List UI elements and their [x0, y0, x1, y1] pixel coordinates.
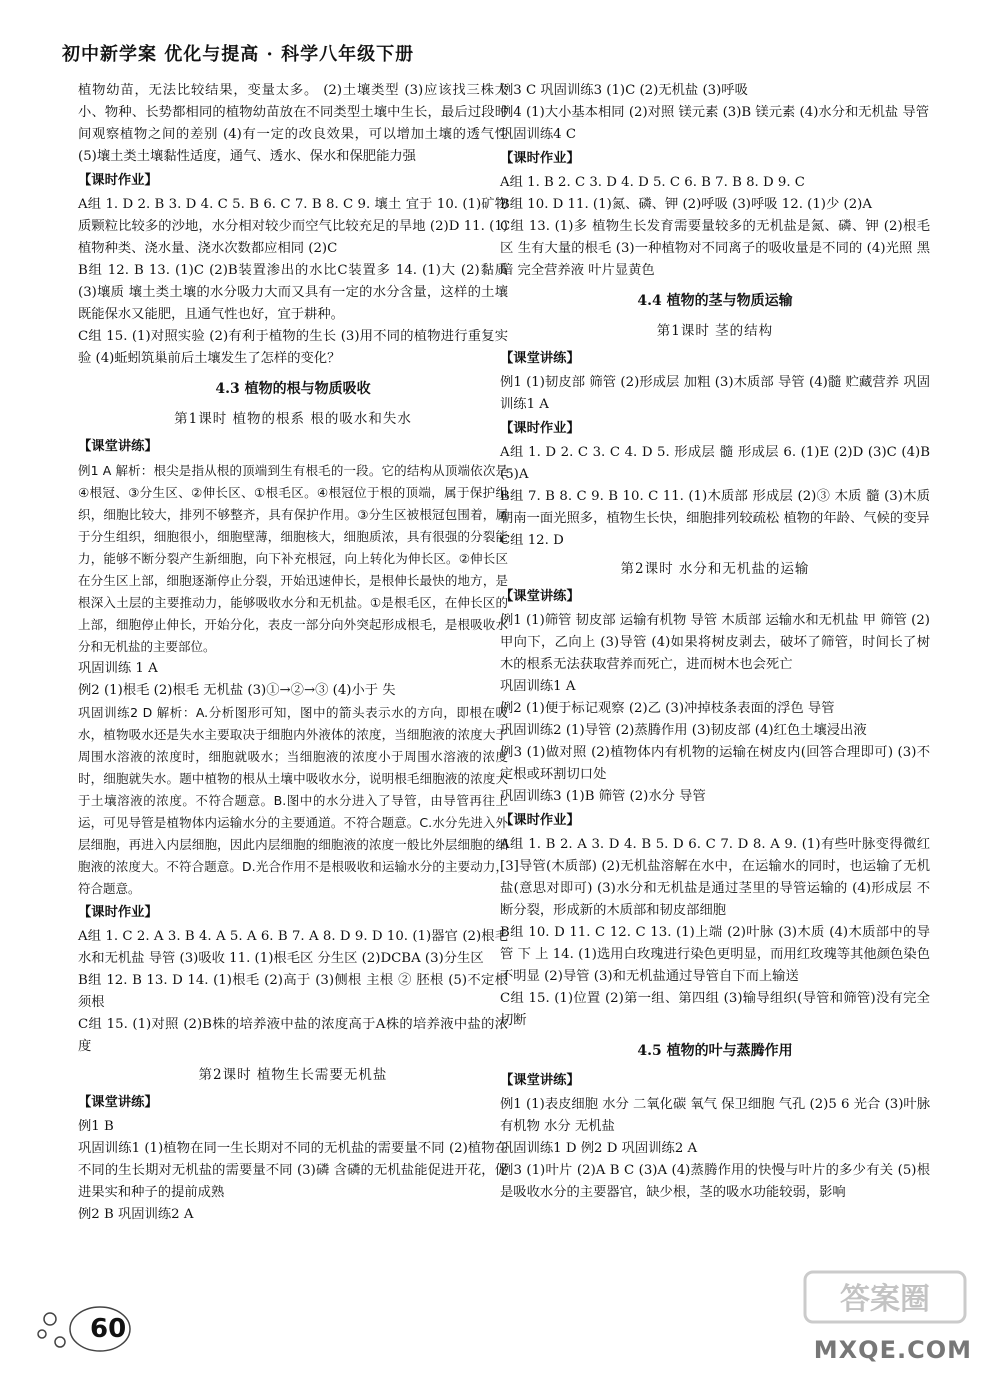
- paragraph: 巩固训练1 A: [500, 679, 576, 694]
- section-tag: 【 课堂讲练 】: [78, 436, 508, 458]
- paragraph: 植物幼苗，无法比较结果，变量太多。 (2)土壤类型 (3)应该找三株大小、物种、长势都相同的植物幼苗放在不同类型土壤中生长，最后过段时间观察植物之间的差别 (4)有一定的改良效果，可以增加土壤的透气性 (5)壤土类土壤黏性适度，通气、透水、保水和保肥能力强: [78, 83, 508, 164]
- paragraph: A组 1. B 2. C 3. D 4. D 5. C 6. B 7. B 8. D 9. C: [500, 175, 805, 190]
- section-tag: 【 课堂讲练 】: [500, 1070, 930, 1092]
- svg-text:答案圈: 答案圈: [840, 1282, 930, 1317]
- paragraph: B组 12. B 13. D 14. (1)根毛 (2)高于 (3)侧根 主根 ② 胚根 (5)不定根 须根: [78, 973, 508, 1010]
- subsection-heading: 第2课时 植物生长需要无机盐: [198, 1067, 388, 1083]
- paragraph: B组 7. B 8. C 9. B 10. C 11. (1)木质部 形成层 (2)③ 木质 髓 (3)木质 朝南一面光照多，植物生长快，细胞排列较疏松 植物的年龄、气候的变异: [500, 489, 930, 526]
- page-number: 60: [90, 1314, 127, 1344]
- paragraph: B组 12. B 13. (1)C (2)B装置渗出的水比C装置多 14. (1)大 (2)黏质 (3)壤质 壤土类土壤的水分吸力大而又具有一定的水分含量，这样的土壤既能保水又能肥，且通气性也好，宜于耕种。: [78, 263, 508, 322]
- paragraph: 例2 B 巩固训练2 A: [78, 1207, 194, 1222]
- paragraph: C组 12. D: [500, 533, 564, 548]
- page-header: 初中新学案 优化与提高 · 科学八年级下册: [62, 44, 415, 65]
- section-tag: 【 课时作业 】: [500, 418, 930, 440]
- paragraph: 巩固训练1 (1)植物在同一生长期对不同的无机盐的需要量不同 (2)植物在不同的生长期对无机盐的需要量不同 (3)磷 含磷的无机盐能促进开花，促进果实和种子的提前成熟: [78, 1141, 508, 1200]
- paragraph: A组 1. B 2. A 3. D 4. B 5. D 6. C 7. D 8. A 9. (1)有些叶脉变得微红 [3]导管(木质部) (2)无机盐溶解在水中，在运输水的同时，也运输了无机盐(意思对即可) (3)水分和无机盐是通过茎里的导管运输的 (4)形成层 不断分裂，形成新的木质部和韧皮部细胞: [500, 837, 930, 918]
- left-column: [78, 80, 508, 1226]
- paragraph: 例3 (1)叶片 (2)A B C (3)A (4)蒸腾作用的快慢与叶片的多少有关 (5)根是吸收水分的主要器官，缺少根，茎的吸水功能较弱，影响: [500, 1163, 930, 1200]
- section-heading: 4.4 植物的茎与物质运输: [637, 293, 793, 309]
- paragraph: 例1 (1)筛管 韧皮部 运输有机物 导管 木质部 运输水和无机盐 甲 筛管 (2)甲向下，乙向上 (3)导管 (4)如果将树皮剥去，破坏了筛管，时间长了树木的根系无法获取营养而死亡，进而树木也会死亡: [500, 613, 930, 672]
- paragraph: 例1 (1)表皮细胞 水分 二氧化碳 氧气 保卫细胞 气孔 (2)5 6 光合 (3)叶脉 有机物 水分 无机盐: [500, 1097, 930, 1134]
- paragraph: B组 10. D 11. C 12. C 13. (1)上端 (2)叶脉 (3)木质 (4)木质部中的导管 下 上 14. (1)选用白玫瑰进行染色更明显，而用红玫瑰等其他颜色染色不明显 (2)导管 (3)和无机盐通过导管自下而上输送: [500, 925, 930, 984]
- right-column: [500, 80, 930, 1204]
- paragraph: A组 1. D 2. C 3. C 4. D 5. 形成层 髓 形成层 6. (1)E (2)D (3)C (4)B (5)A: [500, 445, 930, 482]
- section-tag: 【 课时作业 】: [78, 902, 508, 924]
- section-tag: 【 课时作业 】: [500, 810, 930, 832]
- paragraph: 例2 (1)根毛 (2)根毛 无机盐 (3)①→②→③ (4)小于 失: [78, 683, 396, 698]
- paragraph: 例4 (1)大小基本相同 (2)对照 镁元素 (3)B 镁元素 (4)水分和无机盐 导管: [500, 105, 929, 120]
- paragraph: 巩固训练2 (1)导管 (2)蒸腾作用 (3)韧皮部 (4)红色土壤浸出液: [500, 723, 867, 738]
- paragraph: 例2 (1)便于标记观察 (2)乙 (3)冲掉枝条表面的浮色 导管: [500, 701, 835, 716]
- paragraph: 巩固训练1 D 例2 D 巩固训练2 A: [500, 1141, 698, 1156]
- paragraph: 巩固训练4 C: [500, 127, 577, 142]
- paragraph: 巩固训练 1 A: [78, 661, 158, 676]
- paragraph: 例3 (1)做对照 (2)植物体内有机物的运输在树皮内(回答合理即可) (3)不定根或环割切口处: [500, 745, 930, 782]
- section-tag: 【 课时作业 】: [500, 148, 930, 170]
- paragraph: 例3 C 巩固训练3 (1)C (2)无机盐 (3)呼吸: [500, 83, 748, 98]
- paragraph: C组 15. (1)位置 (2)第一组、第四组 (3)输导组织(导管和筛管)没有完全切断: [500, 991, 930, 1028]
- subsection-heading: 第1课时 植物的根系 根的吸水和失水: [174, 411, 412, 427]
- paragraph: C组 15. (1)对照实验 (2)有利于植物的生长 (3)用不同的植物进行重复实验 (4)蚯蚓筑巢前后土壤发生了怎样的变化？: [78, 329, 508, 366]
- paragraph: C组 15. (1)对照 (2)B株的培养液中盐的浓度高于A株的培养液中盐的浓度: [78, 1017, 508, 1054]
- paragraph: C组 13. (1)多 植物生长发育需要量较多的无机盐是氮、磷、钾 (2)根毛区 生有大量的根毛 (3)一种植物对不同离子的吸收量是不同的 (4)光照 黑暗 完全营养液 叶片显黄色: [500, 219, 930, 278]
- section-tag: 【 课时作业 】: [78, 170, 508, 192]
- section-tag: 【 课堂讲练 】: [500, 348, 930, 370]
- subsection-heading: 第1课时 茎的结构: [656, 323, 774, 339]
- section-tag: 【 课堂讲练 】: [500, 586, 930, 608]
- explanation-paragraph: 巩固训练2 D 解析：A.分析图形可知，图中的箭头表示水的方向，即根在吸水，植物吸水还是失水主要取决于细胞内外液体的浓度，当细胞液的浓度大于周围水溶液的浓度时，细胞就吸水；当细胞液的浓度小于周围水溶液的浓度时，细胞就失水。题中植物的根从土壤中吸收水分，说明根毛细胞液的浓度大于土壤溶液的浓度。不符合题意。B.图中的水分进入了导管，由导管再往上运，可见导管是植物体内运输水分的主要通道。不符合题意。C.水分先进入外层细胞，再进入内层细胞，因此内层细胞的细胞液的浓度一般比外层细胞的细胞液的浓度大。不符合题意。D.光合作用不是根吸收和运输水分的主要动力，符合题意。: [78, 705, 508, 896]
- section-heading: 4.5 植物的叶与蒸腾作用: [637, 1043, 793, 1059]
- explanation-paragraph: 例1 A 解析：根尖是指从根的顶端到生有根毛的一段。它的结构从顶端依次是④根冠、③分生区、②伸长区、①根毛区。④根冠位于根的顶端，属于保护组织，细胞比较大，排列不够整齐，具有保护作用。③分生区被根冠包围着，属于分生组织，细胞很小，细胞壁薄，细胞核大，细胞质浓，具有很强的分裂能力，能够不断分裂产生新细胞，向下补充根冠，向上转化为伸长区。②伸长区在分生区上部，细胞逐渐停止分裂，开始迅速伸长，是根伸长最快的地方，是根深入土层的主要推动力，能够吸收水分和无机盐。①是根毛区，在伸长区的上部，细胞停止伸长，开始分化，表皮一部分向外突起形成根毛，是根吸收水分和无机盐的主要部位。: [78, 463, 508, 654]
- paragraph: B组 10. D 11. (1)氮、磷、钾 (2)呼吸 (3)呼吸 12. (1)少 (2)A: [500, 197, 872, 212]
- paragraph: A组 1. D 2. B 3. D 4. C 5. B 6. C 7. B 8. C 9. 壤土 宜于 10. (1)矿物质颗粒比较多的沙地，水分相对较少而空气比较充足的旱地 (2)D 11. (1)植物种类、浇水量、浇水次数都应相同 (2)C: [78, 197, 508, 256]
- section-tag: 【 课堂讲练 】: [78, 1092, 508, 1114]
- paragraph: 例1 B: [78, 1119, 114, 1134]
- watermark-text: MXQE.COM: [813, 1336, 972, 1364]
- paragraph: A组 1. C 2. A 3. B 4. A 5. A 6. B 7. A 8. D 9. D 10. (1)器官 (2)根毛 水和无机盐 导管 (3)吸收 11. (1)根毛区 分生区 (2)DCBA (3)分生区: [78, 929, 508, 966]
- section-heading: 4.3 植物的根与物质吸收: [215, 381, 371, 397]
- subsection-heading: 第2课时 水分和无机盐的运输: [620, 561, 810, 577]
- paragraph: 例1 (1)韧皮部 筛管 (2)形成层 加粗 (3)木质部 导管 (4)髓 贮藏营养 巩固训练1 A: [500, 375, 930, 412]
- paragraph: 巩固训练3 (1)B 筛管 (2)水分 导管: [500, 789, 706, 804]
